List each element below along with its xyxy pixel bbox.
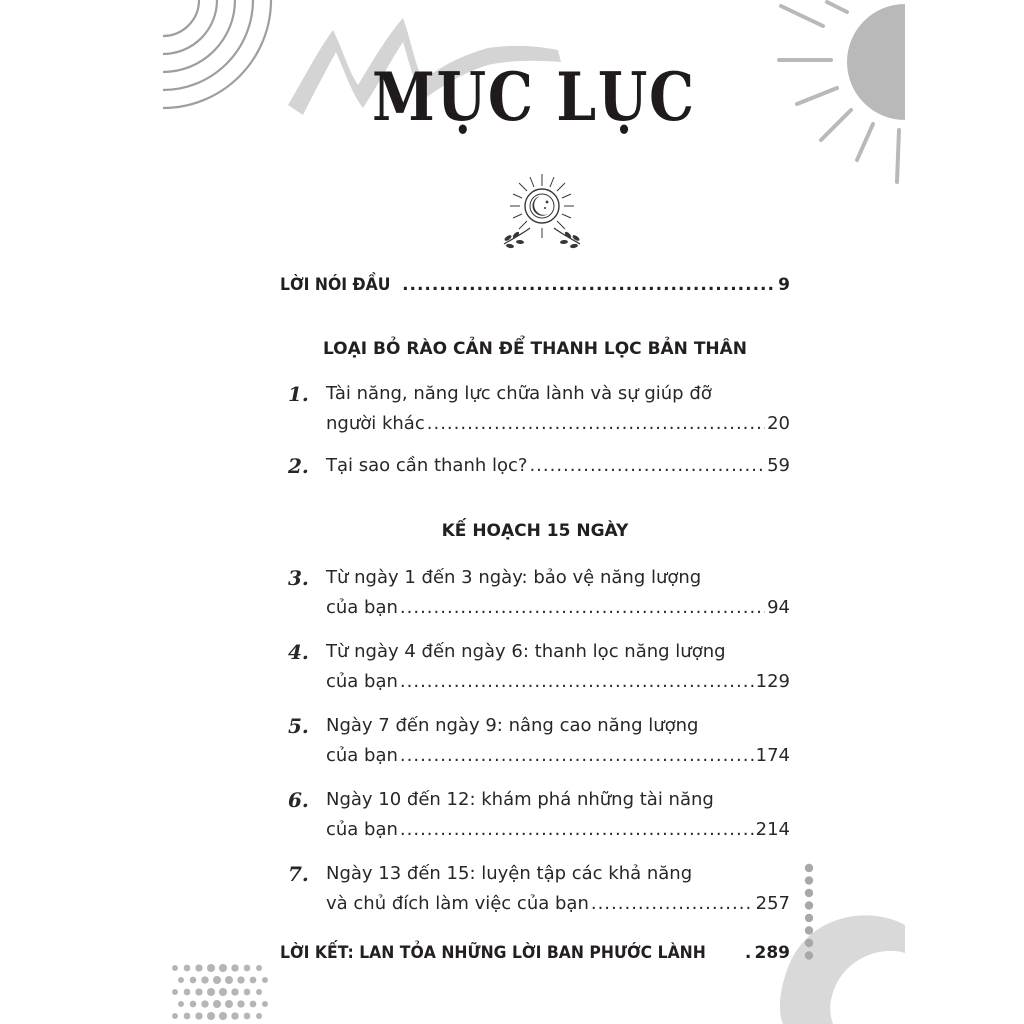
moon-crescent-decoration (769, 905, 905, 1024)
decor-dot (244, 965, 251, 972)
entry-number: 7. (288, 862, 309, 886)
decor-dot (256, 1013, 262, 1019)
dot-leader (400, 593, 765, 623)
entry-number: 1. (288, 382, 309, 406)
entry-page: 59 (767, 455, 790, 476)
decor-dot (250, 1001, 257, 1008)
decor-dot (190, 1001, 197, 1008)
toc-epilogue-label: LỜI KẾT: LAN TỎA NHỮNG LỜI BAN PHƯỚC LÀNH (280, 943, 706, 963)
toc-preface-label: LỜI NÓI ĐẦU (280, 275, 391, 295)
toc-entry-4 (280, 637, 790, 697)
decor-dot (184, 989, 191, 996)
entry-page: 214 (755, 819, 790, 840)
decor-dot (805, 901, 813, 909)
dot-leader (400, 815, 754, 845)
decor-dot (201, 1000, 208, 1007)
outer-margin (0, 0, 163, 1024)
decor-dot (219, 964, 227, 972)
entry-number: 5. (288, 714, 309, 738)
dot-column-decoration (801, 860, 817, 964)
dot-grid-decoration (167, 960, 271, 1024)
sun-moon-emblem-icon (496, 172, 588, 254)
entry-number: 6. (288, 788, 309, 812)
entry-page: 129 (755, 671, 790, 692)
entry-page: 174 (755, 745, 790, 766)
entry-title-line1: Ngày 10 đến 12: khám phá những tài năng (326, 789, 714, 810)
entry-title-line1: Tài năng, năng lực chữa lành và sự giúp đỡ (326, 383, 712, 404)
entry-title-line2: của bạn (326, 745, 398, 766)
decor-dot (195, 964, 202, 971)
decor-dot (256, 989, 262, 995)
toc-page (163, 0, 905, 1024)
decor-dot (256, 965, 262, 971)
toc-entry-1 (280, 379, 790, 439)
entry-title-line1: Từ ngày 4 đến ngày 6: thanh lọc năng lượng (326, 641, 726, 662)
decor-dot (178, 977, 184, 983)
entry-title-line2: của bạn (326, 819, 398, 840)
decor-dot (805, 864, 813, 872)
decor-dot (190, 977, 197, 984)
decor-dot (805, 889, 813, 897)
entry-title-line2: của bạn (326, 597, 398, 618)
decor-dot (805, 914, 813, 922)
decor-dot (244, 1013, 251, 1020)
entry-title-line2: Tại sao cần thanh lọc? (326, 455, 528, 476)
decor-dot (262, 977, 268, 983)
decor-dot (195, 1012, 202, 1019)
decor-dot (207, 964, 215, 972)
toc-entry-7 (280, 859, 790, 919)
toc-epilogue-page: 289 (754, 943, 790, 963)
entry-page: 20 (767, 413, 790, 434)
entry-number: 4. (288, 640, 309, 664)
section-heading-1: LOẠI BỎ RÀO CẢN ĐỂ THANH LỌC BẢN THÂN (322, 339, 748, 359)
table-of-contents (280, 275, 790, 973)
decor-dot (195, 988, 202, 995)
entry-title-line1: Ngày 7 đến ngày 9: nâng cao năng lượng (326, 715, 699, 736)
decor-dot (172, 1013, 178, 1019)
decor-dot (225, 1000, 233, 1008)
decor-dot (805, 951, 813, 959)
decor-dot (201, 976, 208, 983)
decor-dot (178, 1001, 184, 1007)
decor-dot (172, 965, 178, 971)
decor-dot (805, 876, 813, 884)
decor-dot (237, 1000, 244, 1007)
decor-dot (219, 1012, 227, 1020)
decor-dot (207, 988, 215, 996)
toc-entry-5 (280, 711, 790, 771)
decor-dot (231, 988, 238, 995)
entry-title-line1: Từ ngày 1 đến 3 ngày: bảo vệ năng lượng (326, 567, 702, 588)
toc-entry-6 (280, 785, 790, 845)
entry-title-line2: của bạn (326, 671, 398, 692)
decor-dot (237, 976, 244, 983)
entry-title-line2: người khác (326, 413, 425, 434)
decor-dot (231, 964, 238, 971)
entry-title-line2: và chủ đích làm việc của bạn (326, 893, 589, 914)
entry-number: 2. (288, 454, 309, 478)
decor-dot (231, 1012, 238, 1019)
decor-dot (805, 939, 813, 947)
dot-leader (745, 943, 753, 963)
dot-leader (529, 451, 765, 481)
decor-dot (805, 926, 813, 934)
dot-leader (400, 667, 754, 697)
entry-page: 257 (755, 893, 790, 914)
page-title: MỤC LỤC (372, 58, 696, 136)
entry-page: 94 (767, 597, 790, 618)
decor-dot (225, 976, 233, 984)
decor-dot (172, 989, 178, 995)
decor-dot (207, 1012, 215, 1020)
dot-leader (402, 275, 776, 295)
toc-preface-page: 9 (778, 275, 790, 295)
dot-leader (427, 409, 765, 439)
toc-entry-3 (280, 563, 790, 623)
decor-dot (184, 1013, 191, 1020)
decor-dot (213, 976, 221, 984)
decor-dot (213, 1000, 221, 1008)
decor-dot (244, 989, 251, 996)
section-heading-2: KẾ HOẠCH 15 NGÀY (441, 521, 629, 541)
entry-number: 3. (288, 566, 309, 590)
decor-dot (184, 965, 191, 972)
toc-epilogue (280, 943, 790, 973)
toc-entry-2 (280, 451, 790, 481)
decor-dot (250, 977, 257, 984)
decor-dot (262, 1001, 268, 1007)
decor-dot (219, 988, 227, 996)
toc-preface (280, 275, 790, 305)
entry-title-line1: Ngày 13 đến 15: luyện tập các khả năng (326, 863, 693, 884)
dot-leader (591, 889, 754, 919)
dot-leader (400, 741, 754, 771)
